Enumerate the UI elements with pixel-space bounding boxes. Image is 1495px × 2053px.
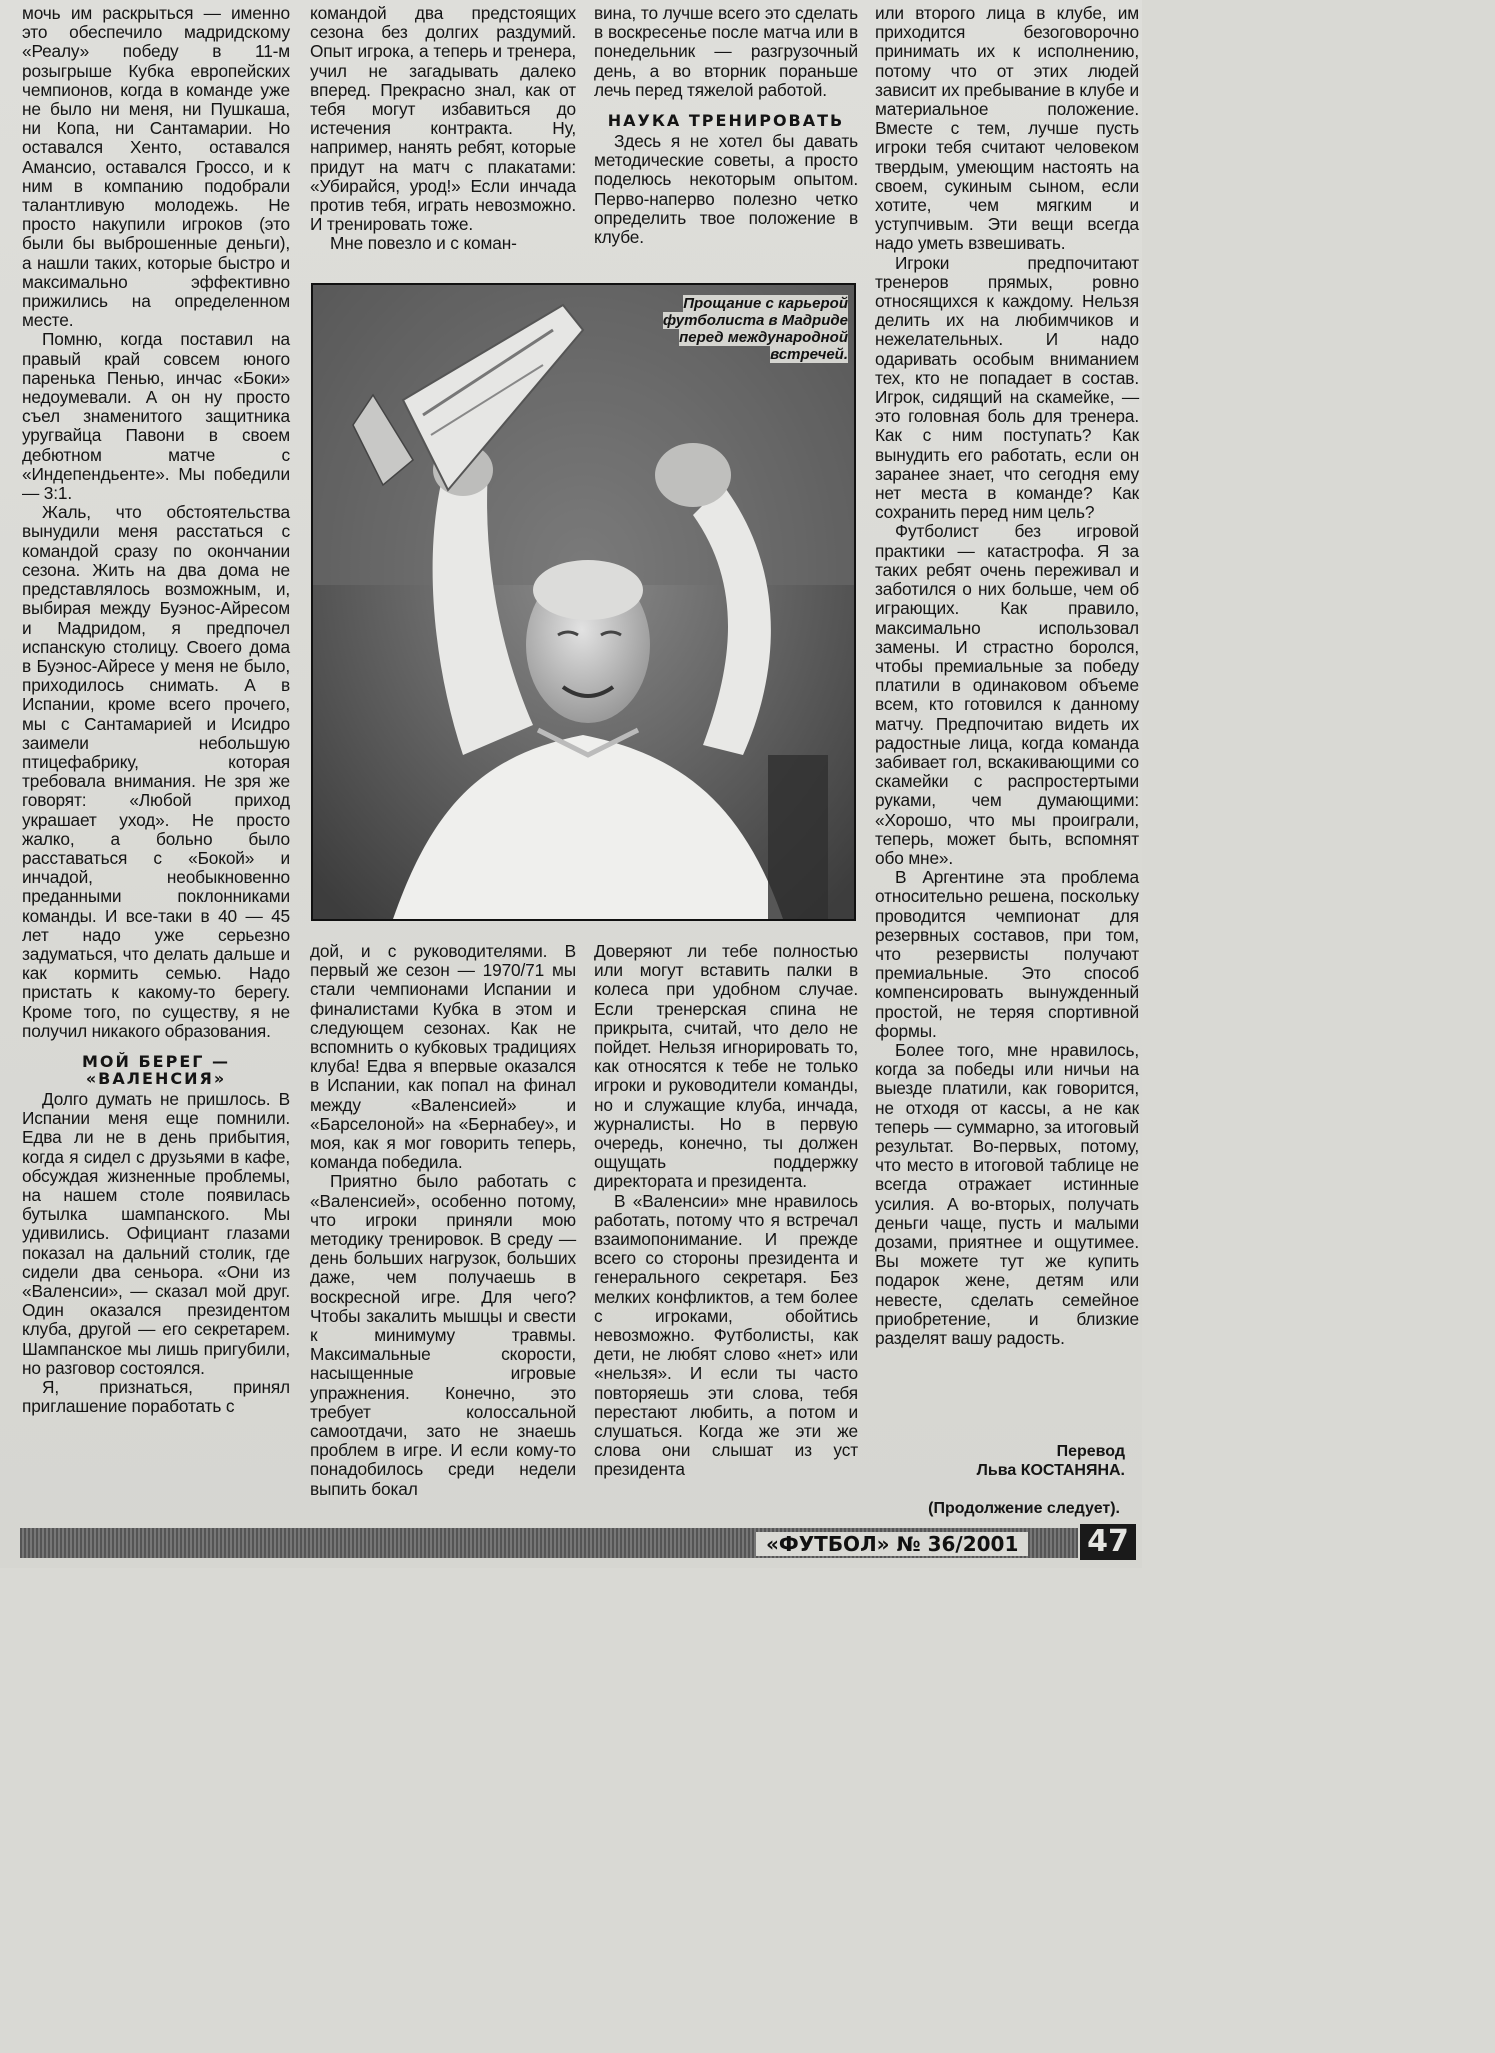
paragraph: Мне повезло и с коман- (330, 233, 517, 254)
paragraph: дой, и с руководителями. В первый же сезон — 1970/71 мы стали чемпионами Испании и финалистами Кубка в этом и следующем сезонах. Как не вспомнить о кубковых традициях клуба! Едва я впервые оказался в Испании, как попал на финал между «Валенсией» и «Барселоной» на «Бернабеу», и моя, как я мог говорить теперь, команда победила. (310, 941, 576, 1173)
paragraph: Жаль, что обстоятельства вынудили меня расстаться с командой сразу по окончании сезона. Жить на два дома не представлялось возможным, и, выбирая между Буэнос-Айресом и Мадридом, я предпочел испанскую столицу. Своего дома в Буэнос-Айресе у меня не было, приходилось снимать. А в Испании, кроме всего прочего, мы с Сантамарией и Исидро заимели небольшую птицефабрику, которая требовала внимания. Не зря же говорят: «Любой приход украшает уход». Не просто жалко, а больно было расставаться с «Бокой» и инчадой, необыкновенно преданными поклонниками команды. И все-таки в 40 — 45 лет надо уже серьезно задуматься, что делать дальше и как кормить семью. Надо пристать к какому-то берегу. Кроме того, по существу, я не получил никакого образования. (22, 502, 290, 1041)
article-column-3-top (594, 4, 858, 247)
article-column-2-bottom (310, 942, 576, 1499)
paragraph: Помню, когда поставил на правый край совсем юного паренька Пенью, инчас «Боки» недоумевали. А он ну просто съел знаменитого защитника уругвайца Павони в своем дебютном матче с «Индепендьенте». Мы победили — 3:1. (22, 329, 290, 504)
paragraph: Футболист без игровой практики — катастрофа. Я за таких ребят очень переживал и заботился о них больше, чем об играющих. Как правило, максимально использовал замены. И страстно боролся, чтобы премиальные за победу платили в одинаковом объеме всем, кто готовился к данному матчу. Предпочитаю видеть их радостные лица, когда команда забивает гол, вскакивающими со скамейки с распростертыми руками, чем думающими: «Хорошо, что мы проиграли, теперь, может быть, вспомнят обо мне». (875, 521, 1139, 868)
article-column-1 (22, 4, 290, 1416)
article-photo (311, 283, 856, 921)
paragraph: Я, признаться, принял приглашение поработать с (22, 1377, 290, 1417)
translator-credit: Перевод Льва КОСТАНЯНА. (976, 1443, 1125, 1479)
article-column-2-top (310, 4, 576, 254)
paragraph: Здесь я не хотел бы давать методические советы, а просто поделюсь некоторым опытом. Первo-наперво полезно четко определить твое положение в клубе. (594, 131, 858, 248)
paragraph: В Аргентине эта проблема относительно решена, поскольку проводится чемпионат для резервных составов, при том, что резервисты получают премиальные. Это способ компенсировать вынужденный простой, не теряя спортивной формы. (875, 867, 1139, 1041)
article-column-3-bottom (594, 942, 858, 1480)
article-column-4 (875, 4, 1139, 1348)
paragraph: Более того, мне нравилось, когда за победы или ничьи на выезде платили, как говорится, не отходя от кассы, а не как теперь — суммарно, за итоговый результат. Во-первых, потому, что место в итоговой таблице не всегда отражает истинные усилия. А во-вторых, получать деньги чаще, пусть и малыми дозами, приятнее и ощутимее. Вы можете тут же купить подарок жене, детям или невесте, сделать семейное приобретение, и близкие разделят вашу радость. (875, 1039, 1139, 1349)
paragraph: или второго лица в клубе, им приходится безоговорочно принимать их к исполнению, потому что от этих людей зависит их пребывание в клубе и материальное положение. Вместе с тем, лучше пусть игроки тебя считают человеком твердым, умеющим настоять на своем, сукиным сыном, если хотите, чем мягким и уступчивым. Эти вещи всегда надо уметь взвешивать. (875, 3, 1139, 254)
paragraph: командой два предстоящих сезона без долгих раздумий. Опыт игрока, а теперь и тренера, учил не загадывать далеко вперед. Прекрасно знал, как от тебя могут избавиться до истечения контракта. Ну, например, нанять ребят, которые придут на матч с плакатами: «Убирайся, урод!» Если инчада против тебя, играть невозможно. И тренировать тоже. (310, 3, 576, 235)
paragraph: Долго думать не пришлось. В Испании меня еще помнили. Едва ли не в день прибытия, когда я сидел с друзьями в кафе, обсуждая жизненные проблемы, на нашем столе появилась бутылка шампанского. Мы удивились. Официант глазами показал на дальний столик, где сидели два сеньора. «Они из «Валенсии», — сказал мой друг. Один оказался президентом клуба, другой — его секретарем. Шампанское мы лишь пригубили, но разговор состоялся. (22, 1088, 290, 1378)
paragraph: Игроки предпочитают тренеров прямых, ровно относящихся к каждому. Нельзя делить их на любимчиков и нежелательных. И надо одаривать особым вниманием тех, кто не попадает в состав. Игрок, сидящий на скамейке, — это головная боль для тренера. Как с ним поступать? Как вынудить его работать, если он заранее знает, что сегодня ему нет места в команде? Как сохранить перед ним цель? (875, 252, 1139, 523)
paragraph: Доверяют ли тебе полностью или могут вставить палки в колеса при удобном случае. Если тренерская спина не прикрыта, считай, что дело не пойдет. Нельзя игнорировать то, как относятся к тебе не только игроки и руководители команды, но и служащие клуба, инчада, журналисты. Но в первую очередь, конечно, ты должен ощущать поддержку директората и президента. (594, 941, 858, 1192)
section-heading-coaching: НАУКА ТРЕНИРОВАТЬ (607, 111, 845, 131)
paragraph: В «Валенсии» мне нравилось работать, потому что я встречал взаимопонимание. И прежде всего со стороны президента и генерального секретаря. Без мелких конфликтов, а тем более с игроками, обойтись невозможно. Футболисты, как дети, не любят слово «нет» или «нельзя». И если ты часто повторяешь эти слова, тебя перестают любить, а потом и слушаться. Когда же эти же слова они слышат из уст президента (594, 1190, 858, 1480)
paragraph: мочь им раскрыться — именно это обеспечило мадридскому «Реалу» победу в 11-м розыгрыше Кубка европейских чемпионов, когда в команде уже не было ни меня, ни Пушкаша, ни Копа, ни Сантамарии. Но оставался Хенто, оставался Амансио, оставался Гроссо, и к ним в компанию подобрали талантливую молодежь. Не просто накупили игроков (это были бы выброшенные деньги), а нашли таких, которые быстро и максимально эффективно прижились на определенном месте. (22, 3, 290, 331)
photo-caption: Прощание с карьерой футболиста в Мадриде перед международной встречей. (662, 295, 848, 363)
footballer-photo-illustration (313, 285, 854, 919)
paragraph: Приятно было работать с «Валенсией», особенно потому, что игроки приняли мою методику тренировок. В среду — день больших нагрузок, больших даже, чем получаешь в воскресной игре. Для чего? Чтобы закалить мышцы и свести к минимуму травмы. Максимальные скорости, насыщенные игровые упражнения. Конечно, это требует колоссальной самоотдачи, зато не знаешь проблем в игре. И если кому-то понадобилось среди недели выпить бокал (310, 1171, 576, 1499)
page-number: 47 (1080, 1524, 1136, 1560)
paragraph: вина, то лучше всего это сделать в воскресенье после матча или в понедельник — разгрузочный день, а во вторник пораньше лечь перед тяжелой работой. (594, 3, 858, 100)
publication-label: «ФУТБОЛ» № 36/2001 (756, 1532, 1028, 1556)
continued-note: (Продолжение следует). (928, 1500, 1120, 1517)
section-heading-valencia: МОЙ БЕРЕГ — «ВАЛЕНСИЯ» (81, 1051, 231, 1088)
